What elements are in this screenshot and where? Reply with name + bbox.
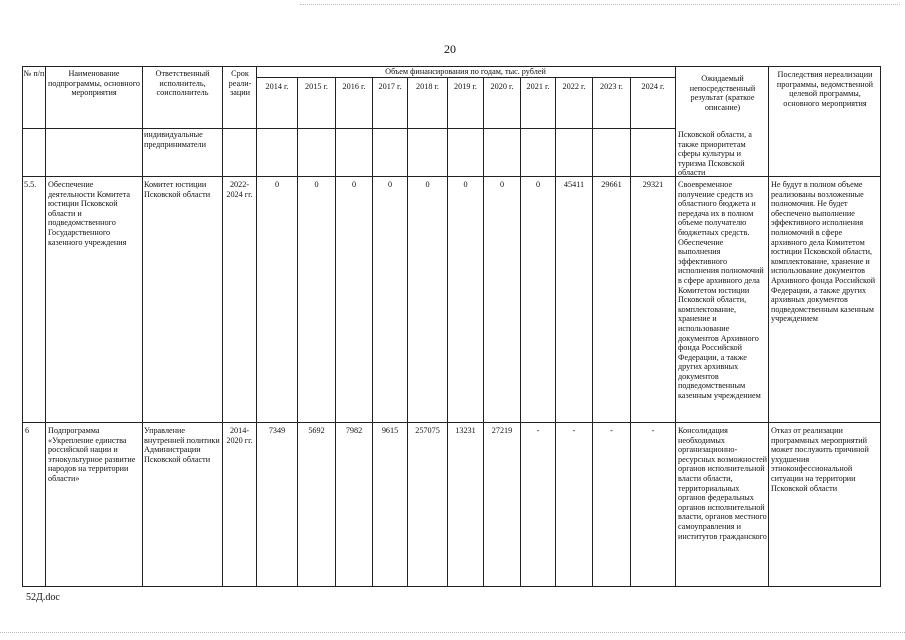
row2-term: 2022-2024 гг. — [226, 180, 253, 199]
header-year: 2023 г. — [600, 82, 623, 91]
header-year: 2020 г. — [490, 82, 514, 91]
row2-value: 0 — [463, 180, 468, 189]
row3-value: - — [651, 426, 655, 435]
header-year: 2014 г. — [265, 82, 289, 91]
row3-num: 6 — [25, 426, 30, 435]
header-year: 2019 г. — [454, 82, 477, 91]
row3-responsible: Управление внутренней политики Администрации Псковской области — [144, 426, 220, 464]
header-num: № п/п — [23, 69, 45, 78]
row2-value: 0 — [351, 180, 357, 189]
header-year: 2016 г. — [342, 82, 366, 91]
footer-filename: 52Д.doc — [26, 592, 60, 603]
row3-name: Подпрограмма «Укрепление единства российской нации и этнокультурное развитие народов на территории области» — [48, 426, 136, 483]
scan-artifact-bottom — [0, 632, 905, 633]
header-consequences: Последствия нереализации программы, ведомственной целевой программы, основного мероприятия — [776, 70, 874, 108]
row1-result: Псковской области, а также приоритетам сферы культуры и туризма Псковской области — [678, 130, 752, 178]
row2-num: 5.5. — [24, 180, 37, 189]
header-year: 2018 г. — [416, 82, 439, 91]
row2-value: 0 — [387, 180, 393, 189]
row2-value: 0 — [274, 180, 280, 189]
header-term: Срок реали-зации — [228, 69, 252, 98]
row2-value: 0 — [535, 180, 541, 189]
row2-value: 0 — [314, 180, 319, 189]
row1-responsible: индивидуальные предприниматели — [144, 130, 207, 149]
row3-term: 2014-2020 гг. — [226, 426, 253, 445]
row3-value: 9615 — [381, 426, 399, 435]
row3-value: 7349 — [268, 426, 286, 435]
header-name: Наименование подпрограммы, основного мероприятия — [48, 69, 140, 98]
row2-responsible: Комитет юстиции Псковской области — [144, 180, 211, 199]
header-year: 2015 г. — [305, 82, 328, 91]
header-year: 2022 г. — [562, 82, 586, 91]
header-funding: Объем финансирования по годам, тыс. рублей — [385, 67, 546, 76]
header-year: 2024 г. — [641, 82, 665, 91]
row3-result: Консолидация необходимых организационно-ресурсных возможностей органов исполнительной власти области, территориальных органов федеральных органов исполнительной власти, органов местного самоуправления и институтов гражданского — [678, 426, 767, 541]
header-responsible: Ответственный исполнитель, соисполнитель — [155, 69, 210, 98]
row3-value: - — [536, 426, 540, 435]
page-number: 20 — [444, 42, 456, 56]
row2-result: Своевременное получение средств из областного бюджета и передача их в полном объеме получателю бюджетных средств. Обеспечение выполнения эффективного исполнения полномочий в сфере архивного дела Комитетом юстиции Псковской области, комплектование, хранение и использование документов Архивного фонда Российской Федерации, а также других архивных документов подведомственным казенным учреждением — [678, 180, 764, 401]
row2-value: 0 — [499, 180, 505, 189]
header-year: 2017 г. — [378, 82, 402, 91]
row3-value: 27219 — [491, 426, 513, 435]
row3-value: - — [610, 426, 613, 435]
financing-table — [22, 66, 881, 587]
row3-value: - — [572, 426, 576, 435]
row2-name: Обеспечение деятельности Комитета юстиции Псковской области и подведомственного Государственного казенного учреждения — [48, 180, 130, 247]
row3-value: 257075 — [415, 426, 440, 435]
row2-value: 29661 — [601, 180, 622, 189]
scan-artifact-top — [300, 4, 900, 5]
row3-value: 7982 — [345, 426, 363, 435]
row3-value: 13231 — [455, 426, 476, 435]
row2-consequences: Не будут в полном объеме реализованы возложенные полномочия. Не будет обеспечено выполнение эффективного исполнения полномочий в сфере архивного дела Комитетом юстиции Псковской области, комплектование, хранение и использование документов Архивного фонда Российской Федерации, а также других архивных документов подведомственным казенным учреждением — [771, 180, 876, 324]
row2-value: 45411 — [563, 180, 585, 189]
header-result: Ожидаемый непосредственный результат (краткое описание) — [689, 74, 756, 112]
row2-value: 0 — [425, 180, 430, 189]
row3-consequences: Отказ от реализации программных мероприятий может послужить причиной ухудшения этноконфессиональной ситуации на территории Псковской области — [771, 426, 869, 493]
row3-value: 5692 — [308, 426, 325, 435]
header-year: 2021 г. — [526, 82, 550, 91]
row2-value: 29321 — [642, 180, 664, 189]
